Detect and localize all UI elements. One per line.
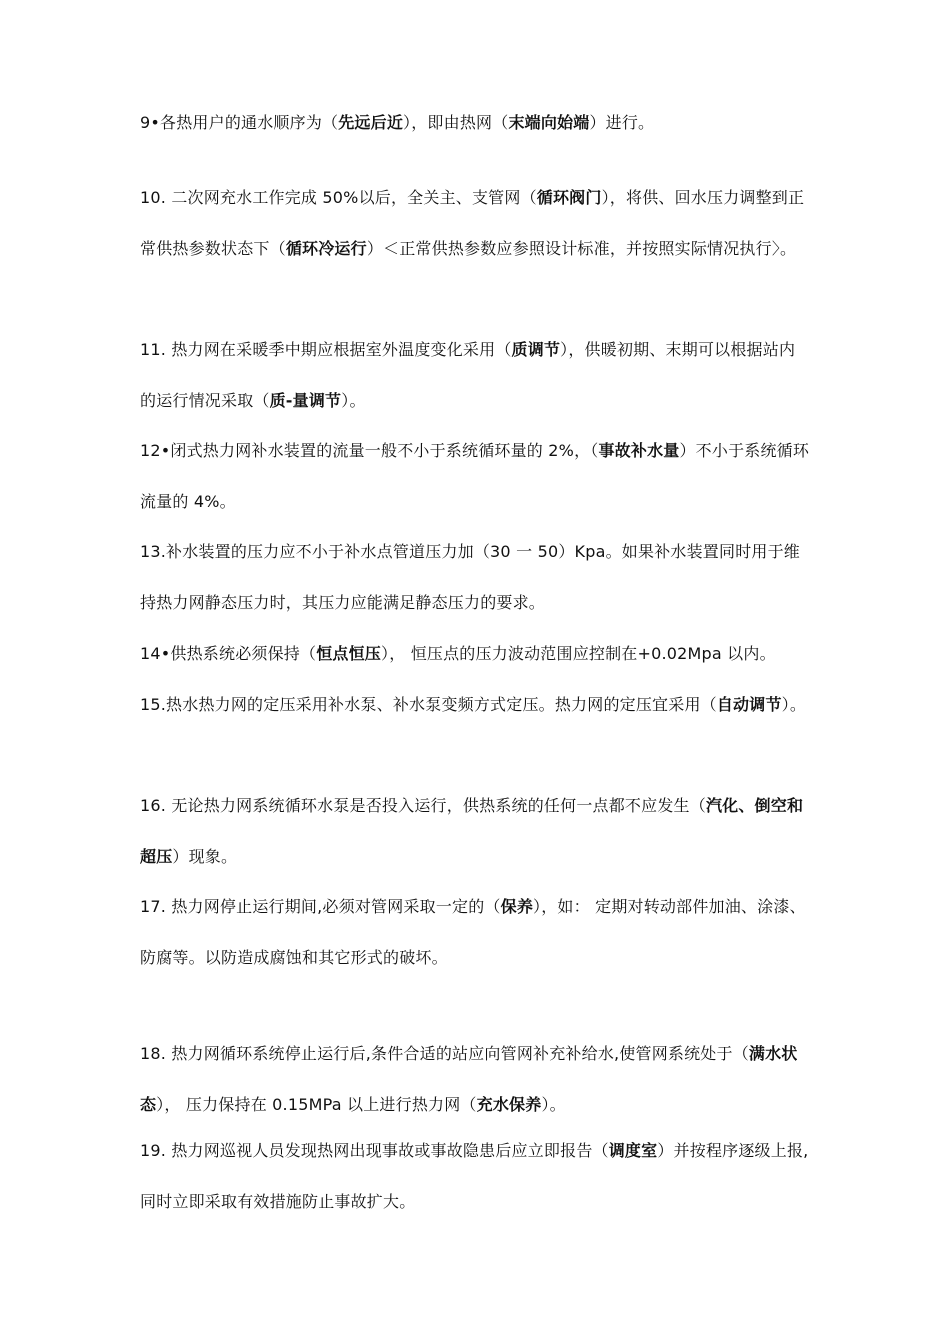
- paragraph-text: ）。: [541, 1095, 566, 1114]
- paragraph-text: ），将供、回水压力调整到正常供热参数状态下（: [140, 188, 805, 258]
- paragraph-10: [140, 172, 810, 274]
- paragraph-text: ）进行。: [589, 113, 655, 132]
- paragraph-text: 18. 热力网循环系统停止运行后,条件合适的站应向管网补充补给水,使管网系统处于（: [140, 1044, 749, 1063]
- paragraph-18: [140, 1028, 810, 1130]
- paragraph-13: [140, 526, 810, 628]
- paragraph-text: 17. 热力网停止运行期间,必须对管网采取一定的（: [140, 897, 501, 916]
- paragraph-11: [140, 324, 810, 426]
- answer-text: 调度室: [608, 1141, 658, 1160]
- answer-text: 质调节: [511, 340, 561, 359]
- paragraph-text: ）， 恒压点的压力波动范围应控制在+0.02Mpa 以内。: [381, 644, 776, 663]
- paragraph-text: 9•各热用户的通水顺序为（: [140, 113, 339, 132]
- paragraph-text: ），即由热网（: [403, 113, 509, 132]
- paragraph-text: ）现象。: [172, 847, 238, 866]
- answer-text: 自动调节: [716, 695, 782, 714]
- answer-text: 质-量调节: [269, 391, 342, 410]
- paragraph-19: [140, 1125, 810, 1227]
- paragraph-text: ）＜正常供热参数应参照设计标准，并按照实际情况执行〉。: [366, 239, 797, 258]
- paragraph-text: ）。: [781, 695, 807, 714]
- paragraph-text: 19. 热力网巡视人员发现热网出现事故或事故隐患后应立即报告（: [140, 1141, 609, 1160]
- answer-text: 汽化、倒空和超压: [140, 796, 804, 866]
- paragraph-text: 10. 二次网充水工作完成 50%以后，全关主、支管网（: [140, 188, 537, 207]
- paragraph-16: [140, 780, 810, 882]
- paragraph-text: 13.补水装置的压力应不小于补水点管道压力加（30 一 50）Kpa。如果补水装置同时用于维持热力网静态压力时，其压力应能满足静态压力的要求。: [140, 542, 800, 612]
- answer-text: 末端向始端: [508, 113, 590, 132]
- paragraph-text: ），如： 定期对转动部件加油、涂漆、防腐等。以防造成腐蚀和其它形式的破坏。: [140, 897, 806, 967]
- answer-text: 满水状态: [140, 1044, 798, 1114]
- answer-text: 先远后近: [338, 113, 404, 132]
- paragraph-text: ）不小于系统循环流量的 4%。: [140, 441, 810, 511]
- paragraph-14: [140, 628, 810, 679]
- paragraph-text: 11. 热力网在采暖季中期应根据室外温度变化采用（: [140, 340, 512, 359]
- paragraph-text: ）。: [341, 391, 366, 410]
- paragraph-text: 15.热水热力网的定压采用补水泵、补水泵变频方式定压。热力网的定压宜采用（: [140, 695, 717, 714]
- answer-text: 循环冷运行: [285, 239, 367, 258]
- paragraph-15: [140, 679, 810, 730]
- paragraph-text: ）， 压力保持在 0.15MPa 以上进行热力网（: [156, 1095, 477, 1114]
- paragraph-text: 14•供热系统必须保持（: [140, 644, 317, 663]
- paragraph-text: ）并按程序逐级上报, 同时立即采取有效措施防止事故扩大。: [140, 1141, 809, 1211]
- answer-text: 事故补水量: [598, 441, 680, 460]
- answer-text: 保养: [500, 897, 534, 916]
- paragraph-12: [140, 425, 810, 527]
- paragraph-text: ），供暖初期、末期可以根据站内的运行情况采取（: [140, 340, 796, 410]
- paragraph-17: [140, 881, 810, 983]
- answer-text: 恒点恒压: [316, 644, 382, 663]
- answer-text: 循环阀门: [536, 188, 602, 207]
- paragraph-text: 12•闭式热力网补水装置的流量一般不小于系统循环量的 2%，（: [140, 441, 599, 460]
- paragraph-9: [140, 97, 810, 148]
- answer-text: 充水保养: [476, 1095, 542, 1114]
- paragraph-text: 16. 无论热力网系统循环水泵是否投入运行，供热系统的任何一点都不应发生（: [140, 796, 706, 815]
